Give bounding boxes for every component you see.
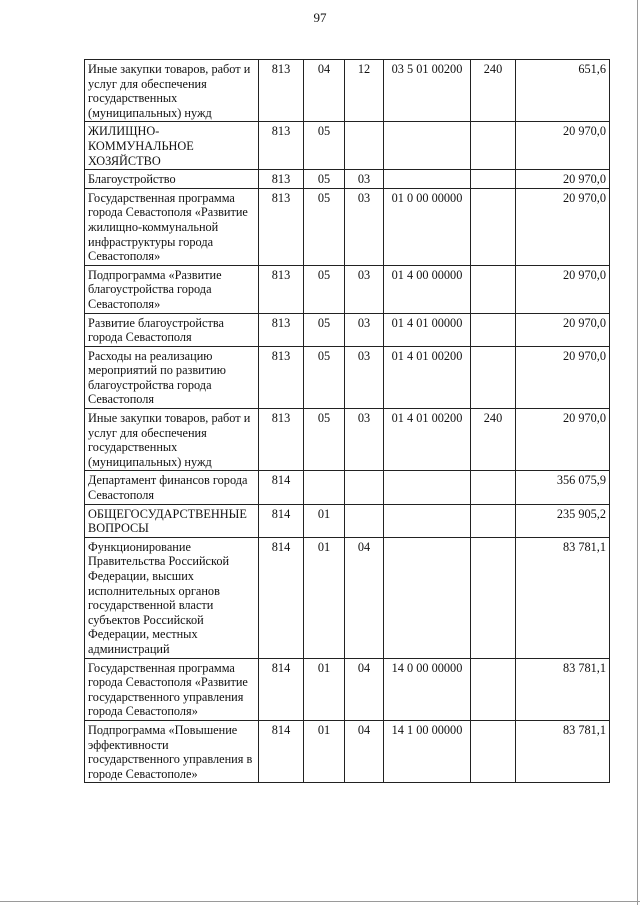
cell-name: Расходы на реализацию мероприятий по развитию благоустройства города Севастополя — [85, 346, 259, 408]
cell-amount: 20 970,0 — [516, 188, 610, 265]
cell-name: Иные закупки товаров, работ и услуг для обеспечения государственных (муниципальных) нужд — [85, 409, 259, 471]
cell-name: Иные закупки товаров, работ и услуг для обеспечения государственных (муниципальных) нужд — [85, 60, 259, 122]
cell-admin-code: 813 — [259, 188, 304, 265]
scan-edge-bottom — [0, 901, 640, 902]
cell-section: 01 — [304, 537, 345, 658]
cell-amount: 651,6 — [516, 60, 610, 122]
cell-subsection — [345, 122, 384, 170]
cell-expense-type: 240 — [471, 60, 516, 122]
cell-target-article: 14 1 00 00000 — [384, 720, 471, 782]
cell-subsection: 04 — [345, 658, 384, 720]
cell-section: 05 — [304, 188, 345, 265]
cell-admin-code: 813 — [259, 313, 304, 346]
cell-admin-code: 814 — [259, 658, 304, 720]
cell-target-article — [384, 504, 471, 537]
cell-subsection — [345, 471, 384, 504]
cell-amount: 356 075,9 — [516, 471, 610, 504]
cell-target-article — [384, 170, 471, 189]
cell-expense-type — [471, 346, 516, 408]
cell-target-article: 01 4 01 00000 — [384, 313, 471, 346]
cell-section: 04 — [304, 60, 345, 122]
cell-name: Функционирование Правительства Российской Федерации, высших исполнительных органов государственной власти субъектов Российской Федерации, местных администраций — [85, 537, 259, 658]
cell-expense-type — [471, 170, 516, 189]
cell-admin-code: 814 — [259, 504, 304, 537]
cell-admin-code: 813 — [259, 265, 304, 313]
table-row — [85, 537, 610, 658]
table-row — [85, 188, 610, 265]
cell-expense-type — [471, 265, 516, 313]
cell-amount: 83 781,1 — [516, 537, 610, 658]
table-row — [85, 346, 610, 408]
scan-edge-right — [637, 0, 638, 905]
cell-expense-type — [471, 471, 516, 504]
cell-name: Подпрограмма «Повышение эффективности государственного управления в городе Севастополе» — [85, 720, 259, 782]
cell-subsection: 04 — [345, 720, 384, 782]
cell-name: Департамент финансов города Севастополя — [85, 471, 259, 504]
cell-name: Государственная программа города Севастополя «Развитие государственного управления города Севастополя» — [85, 658, 259, 720]
cell-expense-type — [471, 504, 516, 537]
cell-target-article: 01 4 01 00200 — [384, 346, 471, 408]
cell-amount: 20 970,0 — [516, 313, 610, 346]
table-row — [85, 409, 610, 471]
cell-target-article: 01 0 00 00000 — [384, 188, 471, 265]
cell-target-article: 01 4 00 00000 — [384, 265, 471, 313]
cell-expense-type: 240 — [471, 409, 516, 471]
cell-admin-code: 813 — [259, 409, 304, 471]
cell-subsection: 03 — [345, 170, 384, 189]
cell-expense-type — [471, 537, 516, 658]
cell-expense-type — [471, 313, 516, 346]
cell-admin-code: 814 — [259, 537, 304, 658]
cell-name: Государственная программа города Севастополя «Развитие жилищно-коммунальной инфраструктуры города Севастополя» — [85, 188, 259, 265]
cell-amount: 20 970,0 — [516, 170, 610, 189]
cell-subsection: 03 — [345, 346, 384, 408]
cell-section: 05 — [304, 170, 345, 189]
cell-amount: 83 781,1 — [516, 658, 610, 720]
cell-subsection: 03 — [345, 409, 384, 471]
cell-expense-type — [471, 720, 516, 782]
cell-section: 01 — [304, 504, 345, 537]
cell-section: 05 — [304, 265, 345, 313]
cell-expense-type — [471, 658, 516, 720]
cell-admin-code: 813 — [259, 170, 304, 189]
cell-admin-code: 813 — [259, 346, 304, 408]
cell-admin-code: 814 — [259, 720, 304, 782]
cell-target-article — [384, 537, 471, 658]
cell-section: 05 — [304, 346, 345, 408]
table-row — [85, 658, 610, 720]
cell-amount: 83 781,1 — [516, 720, 610, 782]
cell-target-article — [384, 471, 471, 504]
table-row — [85, 471, 610, 504]
cell-amount: 20 970,0 — [516, 409, 610, 471]
table-row — [85, 265, 610, 313]
cell-target-article: 14 0 00 00000 — [384, 658, 471, 720]
cell-subsection: 04 — [345, 537, 384, 658]
cell-expense-type — [471, 188, 516, 265]
cell-section: 01 — [304, 658, 345, 720]
cell-target-article — [384, 122, 471, 170]
cell-section: 01 — [304, 720, 345, 782]
table-row — [85, 504, 610, 537]
page-number: 97 — [313, 10, 327, 25]
budget-table — [84, 59, 610, 783]
cell-amount: 20 970,0 — [516, 122, 610, 170]
cell-section: 05 — [304, 122, 345, 170]
cell-name: Подпрограмма «Развитие благоустройства города Севастополя» — [85, 265, 259, 313]
cell-section: 05 — [304, 409, 345, 471]
cell-subsection: 03 — [345, 188, 384, 265]
table-row — [85, 170, 610, 189]
cell-name: Благоустройство — [85, 170, 259, 189]
cell-admin-code: 813 — [259, 122, 304, 170]
cell-subsection: 03 — [345, 313, 384, 346]
table-row — [85, 60, 610, 122]
cell-subsection — [345, 504, 384, 537]
cell-expense-type — [471, 122, 516, 170]
cell-name: ЖИЛИЩНО-КОММУНАЛЬНОЕ ХОЗЯЙСТВО — [85, 122, 259, 170]
cell-target-article: 03 5 01 00200 — [384, 60, 471, 122]
cell-admin-code: 813 — [259, 60, 304, 122]
cell-subsection: 03 — [345, 265, 384, 313]
cell-amount: 20 970,0 — [516, 265, 610, 313]
budget-table-body — [85, 60, 610, 783]
cell-amount: 20 970,0 — [516, 346, 610, 408]
cell-name: Развитие благоустройства города Севастополя — [85, 313, 259, 346]
table-row — [85, 720, 610, 782]
cell-section — [304, 471, 345, 504]
cell-target-article: 01 4 01 00200 — [384, 409, 471, 471]
cell-admin-code: 814 — [259, 471, 304, 504]
table-row — [85, 122, 610, 170]
cell-amount: 235 905,2 — [516, 504, 610, 537]
table-row — [85, 313, 610, 346]
cell-subsection: 12 — [345, 60, 384, 122]
cell-section: 05 — [304, 313, 345, 346]
cell-name: ОБЩЕГОСУДАРСТВЕННЫЕ ВОПРОСЫ — [85, 504, 259, 537]
